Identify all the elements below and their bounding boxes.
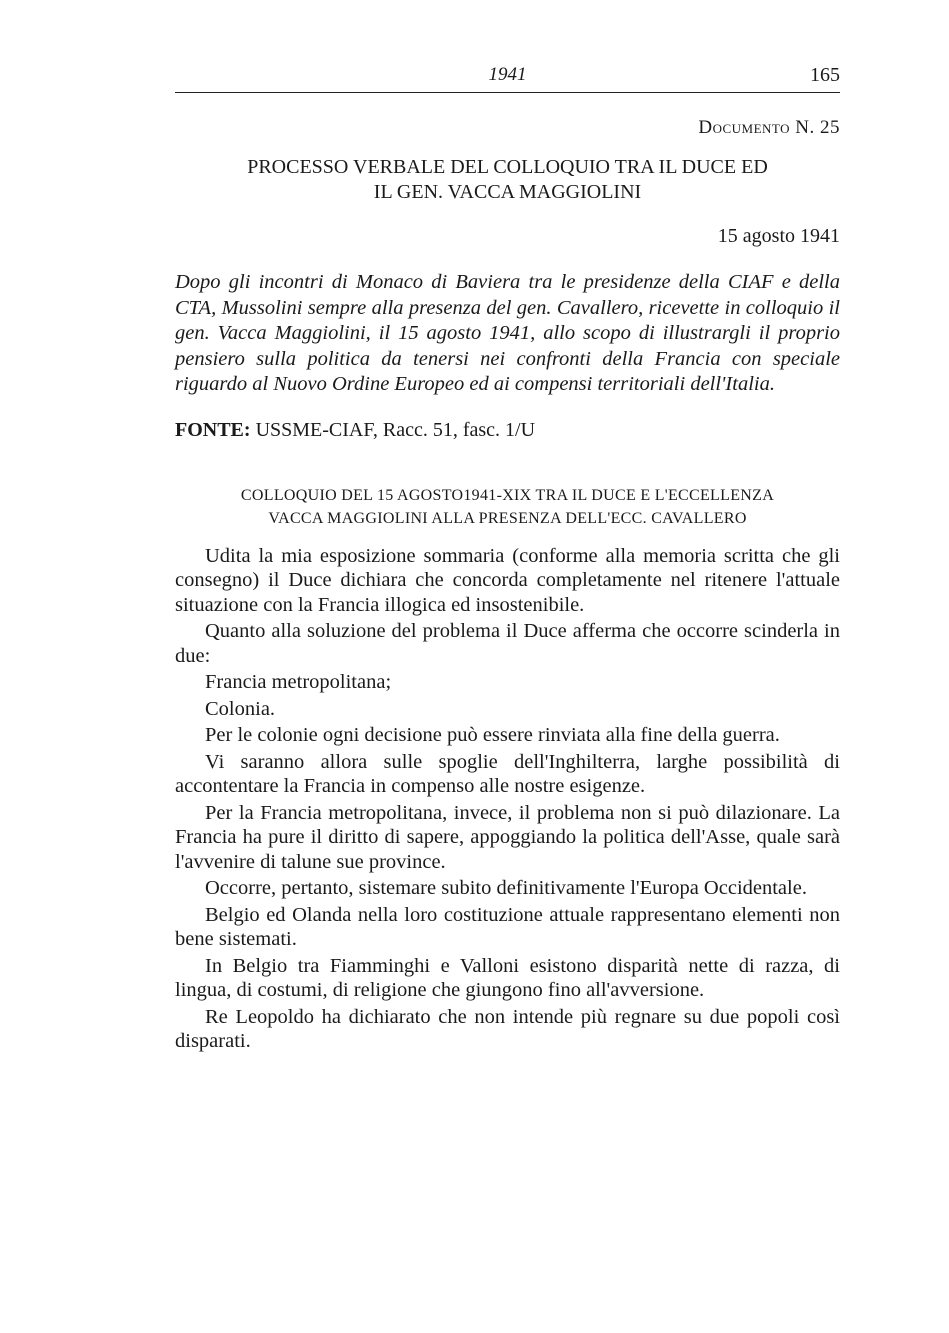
document-page <box>175 60 840 1056</box>
body-paragraph: Udita la mia esposizione sommaria (conforme alla memoria scritta che gli consegno) il Duce dichiara che concorda completamente nel ritenere l'attuale situazione con la Francia illogica ed insostenibile. <box>175 544 840 616</box>
body-paragraph: Occorre, pertanto, sistemare subito definitivamente l'Europa Occidentale. <box>205 877 807 899</box>
source-text: USSME-CIAF, Racc. 51, fasc. 1/U <box>255 418 536 441</box>
section-heading-line: VACCA MAGGIOLINI ALLA PRESENZA DELL'ECC. CAVALLERO <box>268 509 747 527</box>
document-title-line: PROCESSO VERBALE DEL COLLOQUIO TRA IL DUCE ED <box>247 156 768 178</box>
body-list-item: Colonia. <box>205 697 276 720</box>
document-number: Documento N. 25 <box>698 117 840 138</box>
source-reference <box>175 419 840 442</box>
editorial-introduction: Dopo gli incontri di Monaco di Baviera tra le presidenze della CIAF e della CTA, Mussolini sempre alla presenza del gen. Cavallero, ricevette in colloquio il gen. Vacca Maggiolini, il 15 agosto 1941, allo scopo di illustrargli il proprio pensiero sulla politica da tenersi nei confronti della Francia con speciale riguardo al Nuovo Ordine Europeo ed ai compensi territoriali dell'Italia. <box>175 271 840 395</box>
document-title-line: IL GEN. VACCA MAGGIOLINI <box>373 181 642 203</box>
section-heading-line: COLLOQUIO DEL 15 AGOSTO1941-XIX TRA IL DUCE E L'ECCELLENZA <box>240 486 775 504</box>
document-title <box>175 155 840 205</box>
body-text <box>175 544 840 1054</box>
running-header <box>175 60 840 93</box>
body-paragraph: Quanto alla soluzione del problema il Duce afferma che occorre scinderla in due: <box>175 620 840 667</box>
source-label: FONTE: <box>175 418 251 441</box>
body-paragraph: Re Leopoldo ha dichiarato che non intende più regnare su due popoli così disparati. <box>175 1005 840 1052</box>
document-date: 15 agosto 1941 <box>717 225 840 247</box>
section-heading <box>175 484 840 530</box>
body-paragraph: In Belgio tra Fiamminghi e Valloni esistono disparità nette di razza, di lingua, di costumi, di religione che giungono fino all'avversione. <box>175 954 840 1001</box>
body-paragraph: Vi saranno allora sulle spoglie dell'Inghilterra, larghe possibilità di accontentare la Francia in compenso alle nostre esigenze. <box>175 750 840 797</box>
running-title: 1941 <box>488 64 527 85</box>
body-paragraph: Per le colonie ogni decisione può essere rinviata alla fine della guerra. <box>205 724 780 746</box>
page-number: 165 <box>810 64 840 86</box>
body-paragraph: Belgio ed Olanda nella loro costituzione attuale rappresentano elementi non bene sistemati. <box>175 903 840 950</box>
body-list-item: Francia metropolitana; <box>205 671 392 693</box>
body-paragraph: Per la Francia metropolitana, invece, il problema non si può dilazionare. La Francia ha pure il diritto di sapere, appoggiando la politica dell'Asse, quale sarà l'avvenire di talune sue province. <box>175 801 840 873</box>
